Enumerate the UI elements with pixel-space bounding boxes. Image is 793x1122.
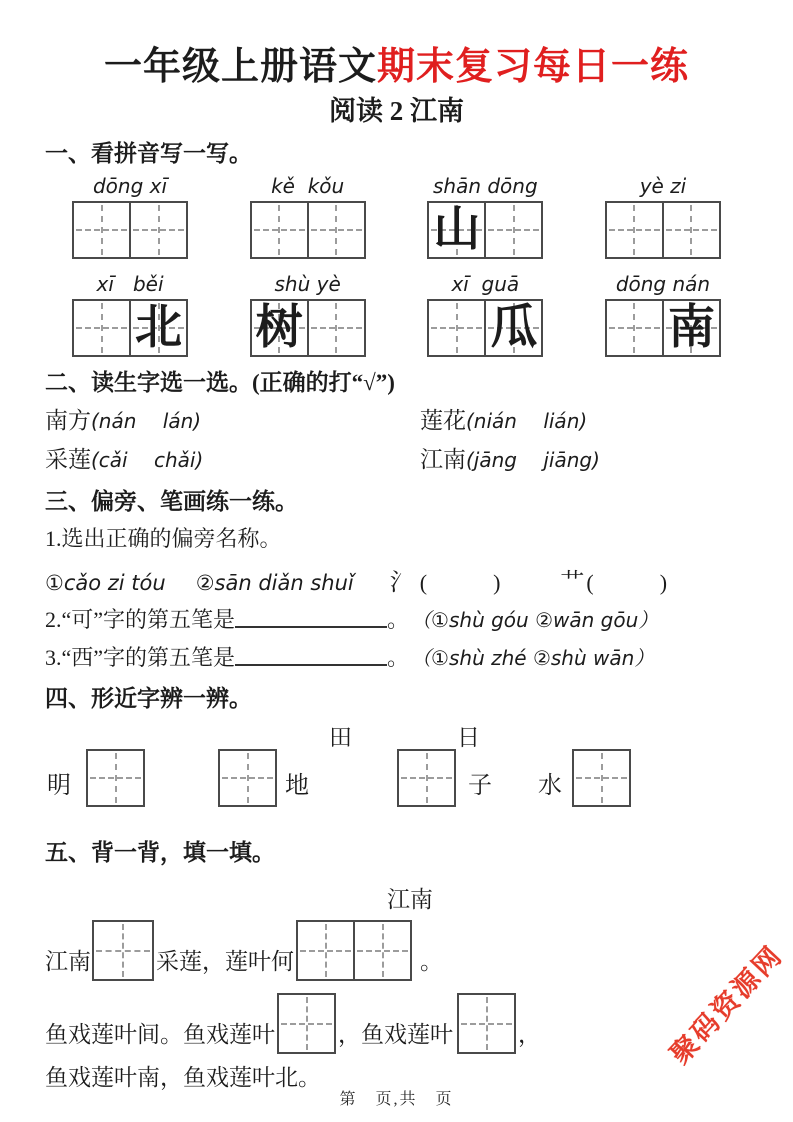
pinyin-label: dōng xī xyxy=(92,174,168,198)
writing-grid xyxy=(605,299,721,357)
question2-text: 2.“可”字的第五笔是 xyxy=(45,607,236,632)
poem-text: ， xyxy=(518,1022,541,1047)
water-radical: 氵 xyxy=(389,570,414,596)
pinyin-grid-item xyxy=(605,272,721,357)
writing-grid xyxy=(277,993,336,1054)
pinyin-grid-item xyxy=(427,174,543,259)
grid-cell[interactable] xyxy=(459,995,514,1052)
handwritten-char: 北 xyxy=(135,301,182,354)
lesson-subtitle: 阅读 2 江南 xyxy=(329,96,464,126)
grid-cell[interactable] xyxy=(307,203,364,257)
choice-options: (cǎi chǎi) xyxy=(91,448,204,472)
grid-cell[interactable] xyxy=(220,751,275,805)
grid-cell[interactable] xyxy=(662,203,719,257)
choice-exercise xyxy=(45,405,745,476)
given-char: 水 xyxy=(538,773,562,799)
title-black: 一年级上册语文 xyxy=(103,46,377,88)
pinyin-grid-item xyxy=(250,174,366,259)
answer-blank-underline[interactable] xyxy=(235,626,387,628)
pinyin-label: xī guā xyxy=(451,272,520,296)
grid-cell[interactable] xyxy=(399,751,454,805)
choice-word: 江南 xyxy=(420,447,466,472)
pinyin-grid-item xyxy=(72,272,188,357)
pinyin-label: shān dōng xyxy=(432,174,538,198)
writing-grid xyxy=(92,920,154,981)
pinyin-label: yè zi xyxy=(639,174,687,198)
choice-item[interactable] xyxy=(45,405,420,437)
similar-chars-exercise xyxy=(45,719,745,827)
grid-cell[interactable] xyxy=(484,301,541,355)
grid-cell[interactable] xyxy=(484,203,541,257)
writing-grid xyxy=(457,993,516,1054)
grid-cell[interactable] xyxy=(574,751,629,805)
poem-text: 。 xyxy=(420,949,443,974)
section3-heading: 三、偏旁、笔画练一练。 xyxy=(45,489,298,514)
handwritten-char: 瓜 xyxy=(490,301,538,354)
poem-line-1 xyxy=(45,920,745,981)
handwritten-char: 山 xyxy=(433,203,481,256)
grid-cell[interactable] xyxy=(279,995,334,1052)
grid-cell[interactable] xyxy=(353,922,410,979)
writing-grid xyxy=(572,749,631,807)
page-footer: 第 页,共 页 xyxy=(339,1091,454,1108)
choice-word: 莲花 xyxy=(420,408,466,433)
writing-grid xyxy=(250,299,366,357)
choice-options: (nán lán) xyxy=(91,409,202,433)
question3-period: 。 xyxy=(387,645,410,670)
section5-heading: 五、背一背，填一填。 xyxy=(45,840,275,865)
writing-grid xyxy=(427,201,543,259)
question2-line xyxy=(45,605,745,635)
given-char: 子 xyxy=(468,773,492,799)
poem-text: ，鱼戏莲叶 xyxy=(338,1022,453,1047)
handwritten-char: 树 xyxy=(255,301,303,354)
question3-text: 3.“西”字的第五笔是 xyxy=(45,645,236,670)
question1-label: 1.选出正确的偏旁名称。 xyxy=(45,526,282,551)
writing-grid xyxy=(605,201,721,259)
choice-word: 采莲 xyxy=(45,447,91,472)
poem-line-2 xyxy=(45,993,745,1054)
section1-heading: 一、看拼音写一写。 xyxy=(45,141,252,166)
page-title xyxy=(0,0,793,90)
question2-answers: （①shù góu ②wān gōu） xyxy=(421,608,659,632)
grid-cell[interactable] xyxy=(129,301,186,355)
choice-word: 南方 xyxy=(45,408,91,433)
pinyin-grid-row-1 xyxy=(45,174,745,259)
grid-cell[interactable] xyxy=(94,922,152,979)
writing-grid xyxy=(250,201,366,259)
poem-text: 鱼戏莲叶间。鱼戏莲叶 xyxy=(45,1022,275,1047)
radical-option-1: ①cǎo zi tóu xyxy=(45,571,166,595)
poem-text: 江南 xyxy=(45,949,91,974)
grid-cell[interactable] xyxy=(298,922,353,979)
pinyin-label: shù yè xyxy=(274,272,341,296)
answer-blank-parens[interactable]: ( ) xyxy=(419,570,501,595)
section2-heading: 二、读生字选一选。(正确的打“√”) xyxy=(45,370,395,395)
given-char: 明 xyxy=(47,773,71,799)
choice-options: (jāng jiāng) xyxy=(466,448,600,472)
choice-item[interactable] xyxy=(45,444,420,476)
writing-grid xyxy=(86,749,145,807)
grid-cell[interactable] xyxy=(129,203,186,257)
site-watermark: 聚码资源网 xyxy=(664,939,789,1070)
pinyin-grid-item xyxy=(250,272,366,357)
question3-line xyxy=(45,643,745,673)
grid-cell[interactable] xyxy=(74,203,129,257)
hint-char-ri: 日 xyxy=(457,725,480,750)
title-red: 期末复习每日一练 xyxy=(377,46,690,88)
writing-grid xyxy=(296,920,412,981)
pinyin-label: kě kǒu xyxy=(271,174,345,198)
grid-cell[interactable] xyxy=(662,301,719,355)
grid-cell[interactable] xyxy=(307,301,364,355)
pinyin-grid-item xyxy=(605,174,721,259)
worksheet-content xyxy=(0,140,793,1094)
choice-options: (nián lián) xyxy=(466,409,588,433)
radical-question-line xyxy=(45,562,745,597)
writing-grid xyxy=(397,749,456,807)
pinyin-grid-item xyxy=(427,272,543,357)
pinyin-grid-row-2 xyxy=(45,272,745,357)
given-char: 地 xyxy=(285,773,309,799)
pinyin-grid-item xyxy=(72,174,188,259)
grid-cell[interactable] xyxy=(429,301,484,355)
grid-cell[interactable] xyxy=(88,751,143,805)
question2-period: 。 xyxy=(387,607,410,632)
writing-grid xyxy=(72,299,188,357)
poem-title: 江南 xyxy=(387,887,433,912)
answer-blank-parens[interactable]: ( ) xyxy=(586,570,668,595)
question3-answers: （①shù zhé ②shù wān） xyxy=(421,646,655,670)
answer-blank-underline[interactable] xyxy=(235,664,387,666)
handwritten-char: 南 xyxy=(667,301,715,354)
grid-cell[interactable] xyxy=(429,203,484,257)
grass-radical: 艹 xyxy=(560,570,585,596)
grid-cell[interactable] xyxy=(252,203,307,257)
choice-item[interactable] xyxy=(420,444,745,476)
radical-option-2: ②sān diǎn shuǐ xyxy=(195,571,354,595)
writing-grid xyxy=(72,201,188,259)
writing-grid xyxy=(427,299,543,357)
choice-item[interactable] xyxy=(420,405,745,437)
pinyin-label: dōng nán xyxy=(615,272,711,296)
grid-cell[interactable] xyxy=(74,301,129,355)
section4-heading: 四、形近字辨一辨。 xyxy=(45,686,252,711)
poem-text: 采莲，莲叶何 xyxy=(156,949,294,974)
grid-cell[interactable] xyxy=(607,301,662,355)
poem-line-3: 鱼戏莲叶南，鱼戏莲叶北。 xyxy=(45,1065,321,1090)
pinyin-label: xī běi xyxy=(96,272,164,296)
writing-grid xyxy=(218,749,277,807)
grid-cell[interactable] xyxy=(607,203,662,257)
hint-char-tian: 田 xyxy=(329,725,352,750)
grid-cell[interactable] xyxy=(252,301,307,355)
